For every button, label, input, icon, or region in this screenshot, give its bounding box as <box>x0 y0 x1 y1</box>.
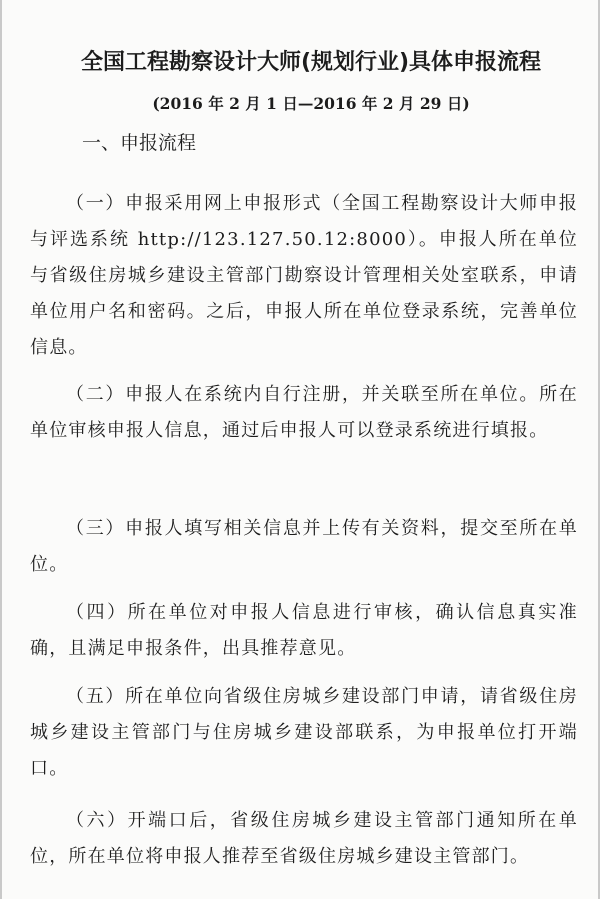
date-range: (2016 年 2 月 1 日—2016 年 2 月 29 日) <box>152 94 470 113</box>
document-title: 全国工程勘察设计大师(规划行业)具体申报流程 <box>80 50 542 75</box>
paragraph-step-4: （四）所在单位对申报人信息进行审核，确认信息真实准确，且满足申报条件，出具推荐意见。 <box>30 602 578 659</box>
paragraph-step-6: （六）开端口后，省级住房城乡建设主管部门通知所在单位，所在单位将申报人推荐至省级住房城乡建设主管部门。 <box>30 810 578 867</box>
section-heading: 一、申报流程 <box>82 132 197 154</box>
paragraph-step-5: （五）所在单位向省级住房城乡建设部门申请，请省级住房城乡建设主管部门与住房城乡建设部联系，为申报单位打开端口。 <box>30 686 578 779</box>
paragraph-step-3: （三）申报人填写相关信息并上传有关资料，提交至所在单位。 <box>30 518 578 575</box>
paragraph-step-2: （二）申报人在系统内自行注册，并关联至所在单位。所在单位审核申报人信息，通过后申报人可以登录系统进行填报。 <box>30 384 578 441</box>
paragraph-step-1: （一）申报采用网上申报形式（全国工程勘察设计大师申报与评选系统 http://123.127.50.12:8000）。申报人所在单位与省级住房城乡建设主管部门勘察设计管理相关处室联系，申请单位用户名和密码。之后，申报人所在单位登录系统，完善单位信息。 <box>30 193 578 358</box>
page-edge-left <box>0 0 2 899</box>
